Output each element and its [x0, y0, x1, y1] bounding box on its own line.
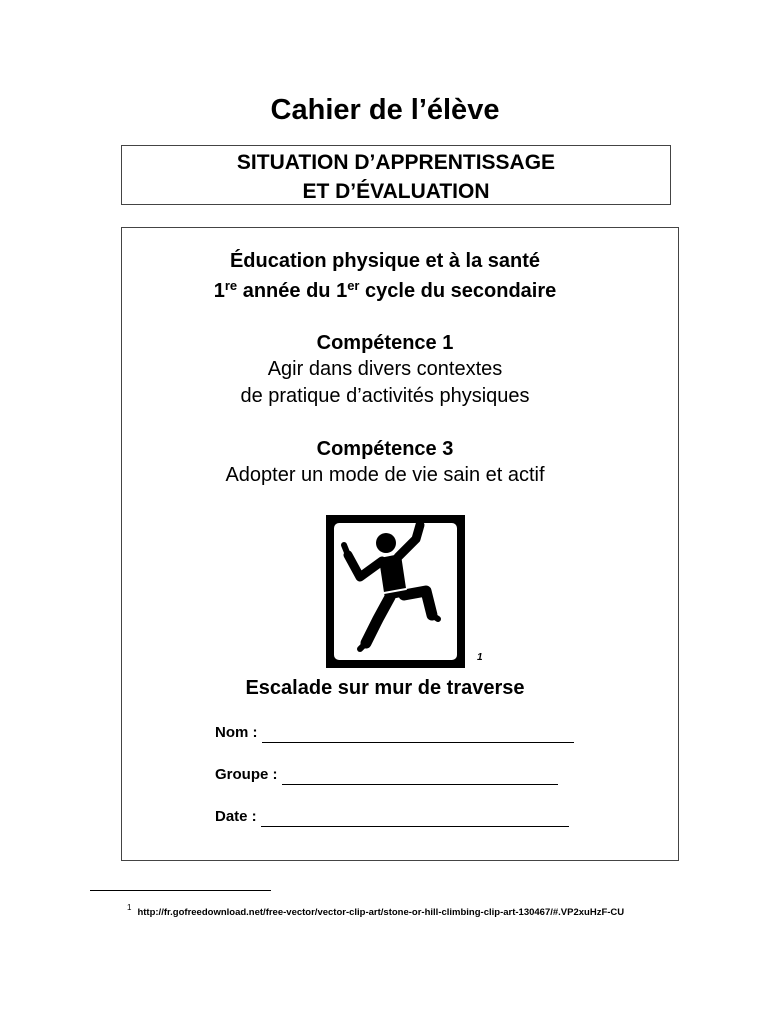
- footnote-number: 1: [127, 903, 132, 912]
- level-superscript-2: er: [347, 278, 360, 293]
- competence-3-title: Compétence 3: [316, 438, 454, 460]
- nom-field: [215, 723, 574, 743]
- level-superscript-1: re: [224, 278, 238, 293]
- level-text-end: cycle du secondaire: [359, 280, 557, 302]
- groupe-input-line[interactable]: [282, 768, 558, 785]
- level-text-mid: année du 1: [237, 280, 348, 302]
- rock-climber-icon: [326, 515, 465, 668]
- activity-title: Escalade sur mur de traverse: [245, 677, 525, 699]
- course-level: [0, 276, 770, 306]
- situation-box: [121, 145, 671, 205]
- competence-1-line-2: de pratique d’activités physiques: [240, 385, 530, 407]
- groupe-field: [215, 765, 558, 785]
- page-title: Cahier de l’élève: [270, 94, 500, 126]
- footnote-separator: [90, 890, 271, 891]
- date-input-line[interactable]: [261, 810, 569, 827]
- footnote-url: http://fr.gofreedownload.net/free-vector/vector-clip-art/stone-or-hill-climbing-clip-art-130467/#.VP2xuHzF-CU: [137, 907, 625, 918]
- competence-1-line-1: Agir dans divers contextes: [267, 358, 503, 380]
- situation-line-2: ET D’ÉVALUATION: [302, 180, 490, 203]
- date-label: Date :: [215, 808, 257, 825]
- footnote: [127, 900, 624, 921]
- date-field: [215, 807, 569, 827]
- competence-3-line-1: Adopter un mode de vie sain et actif: [225, 464, 545, 486]
- competence-1-title: Compétence 1: [316, 332, 454, 354]
- level-number-1: 1: [213, 280, 225, 302]
- nom-label: Nom :: [215, 724, 258, 741]
- groupe-label: Groupe :: [215, 766, 278, 783]
- situation-line-1: SITUATION D’APPRENTISSAGE: [236, 151, 556, 174]
- nom-input-line[interactable]: [262, 726, 574, 743]
- footnote-reference: 1: [477, 652, 483, 663]
- course-subject: Éducation physique et à la santé: [229, 250, 541, 272]
